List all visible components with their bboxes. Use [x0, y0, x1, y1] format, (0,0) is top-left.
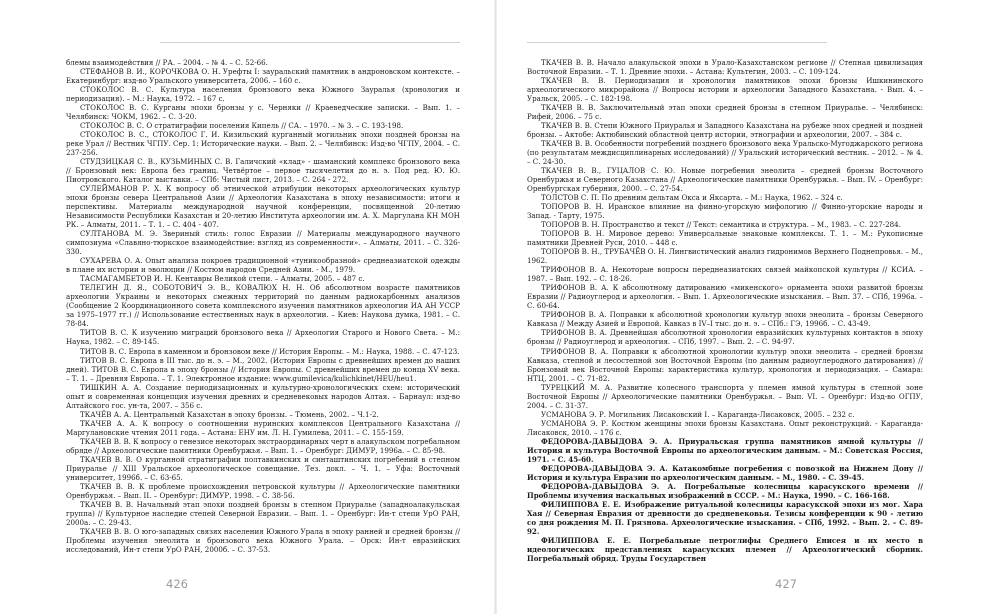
bibliography-column: [527, 58, 923, 563]
bibliography-entry: ТОПОРОВ В. Н. Иранское влияние на финно-угорскую мифологию // Финно-угорские народы и Запад. - Тарту, 1975.: [527, 202, 923, 221]
bibliography-entry: ТКАЧЕВ В. В. К проблеме происхождения петровской культуры // Археологические памятники Оренбуржья. – Вып. II. – Оренбург: ДИМУР, 1998. – С. 38-56.: [66, 481, 460, 500]
bibliography-entry: ТКАЧЕВ В. В. Периодизация и хронология памятников эпохи бронзы Ишкининского археологического микрорайона // Вопросы истории и археологии Западного Казахстана. - Вып. 4. – Уральск, 2005. – С. 182-198.: [527, 76, 923, 104]
bibliography-entry: ТРИФОНОВ В. А. К абсолютному датированию «микенского» орнамента эпохи развитой бронзы Евразии // Радиоуглерод и археология. – Вып. 1. Археологические изыскания. – Вып. 37. – СПб, 1996а. – С. 60-64.: [527, 283, 923, 311]
bibliography-entry: СТОКОЛОС В. С. Культура населения бронзового века Южного Зауралья (хронология и периодизация). – М.: Наука, 1972. – 167 с.: [66, 85, 460, 104]
bibliography-entry: СУХАРЕВА О. А. Опыт анализа покроев традиционной «туникообразной» среднеазиатской одежды в плане их истории и эволюции // Костюм народов Средней Азии. - М., 1979.: [66, 256, 460, 275]
bibliography-entry: ТКАЧЕВ В. В. Начало алакульской эпохи в Урало-Казахстанском регионе // Степная цивилизация Восточной Евразии. – Т. 1. Древние эпохи. – Астана: Культегин, 2003. – С. 109-124.: [527, 58, 923, 77]
bibliography-entry: ТИТОВ В. С. Европа в каменном и бронзовом веке // История Европы. – М.: Наука, 1988. – С. 47-123.: [80, 346, 460, 356]
bibliography-entry: ТИТОВ В. С. К изучению миграций бронзового века // Археология Старого и Нового Света. – М.: Наука, 1982. – С. 89-145.: [66, 328, 460, 347]
bibliography-entry: СТУДЗИЦКАЯ С. В., КУЗЬМИНЫХ С. В. Галичский «клад» - шаманский комплекс бронзового века // Бронзовый век: Европа без границ. Четвёртое – первое тысячелетия до н. э. Под ред. Ю. Ю. Пиотровского. Каталог выставки. – СПб: Чистый лист, 2013. – С. 264 - 272.: [66, 157, 460, 185]
bibliography-entry: ТУРЕЦКИЙ М. А. Развитие колесного транспорта у племен ямной культуры в степной зоне Восточной Европы // Археологические памятники Оренбуржья. – Вып. VI. – Оренбург: Изд-во ОГПУ, 2004. – С. 31-37.: [527, 382, 923, 410]
bibliography-entry: ТОПОРОВ В. Н. Мировое дерево: Универсальные знаковые комплексы. Т. 1. – М.: Рукописные памятники Древней Руси, 2010. – 448 с.: [527, 229, 923, 248]
bibliography-entry: ТКАЧЁВ А. А. Центральный Казахстан в эпоху бронзы. – Тюмень, 2002. – Ч.1-2.: [80, 409, 379, 419]
bibliography-entry: блемы взаимодействия // РА. – 2004. – № 4. – С. 52-66.: [66, 58, 268, 67]
bibliography-entry: ТКАЧЕВ А. А. К вопросу о соотношении нуринских комплексов Центрального Казахстана // Маргулановские чтения 2011 года. – Астана: ЕНУ им. Л. Н. Гумилева, 2011. – С. 155-159.: [66, 418, 460, 437]
bibliography-entry: ТЕЛЕГИН Д. Я., СОБОТОВИЧ Э. В., КОВАЛЮХ Н. Н. Об абсолютном возрасте памятников археологии Украины и некоторых смежных территорий по данным радиокарбонных анализов (Сообщение 2 Координационного совета комплексного изучения памятников археологии ИА АН УССР за 1975–1977 гг.) // Использование естественных наук в археологии. – Киев: Наукова думка, 1981. – С. 78-84.: [66, 283, 460, 329]
bibliography-entry: ТКАЧЕВ В. В. Начальный этап эпохи поздней бронзы в степном Приуралье (западноалакульская группа) // Культурное наследие степей Северной Евразии. – Вып. 1. – Оренбург: Ин-т степи УрО РАН, 2000а. – С. 29-43.: [66, 499, 460, 527]
right-page: [497, 0, 991, 614]
bibliography-entry: СУЛЕЙМАНОВ Р. Х. К вопросу об этнической атрибуции некоторых археологических культур эпохи бронзы севера Центральной Азии // Археология Казахстана в эпоху независимости: итоги и перспективы. Материалы международной научной конференции, посвященной 20-летию Независимости Республики Казахстан и 20-летию Института археологии им. А. Х. Маргулана КН МОН РК. – Алматы, 2011. – Т. 1. – С. 404 - 407.: [66, 184, 460, 230]
bibliography-entry: СТЕФАНОВ В. И., КОРОЧКОВА О. Н. Урефты I: зауральский памятник в андроновском контексте. – Екатеринбург: изд-во Уральского университета, 2006. – 160 с.: [66, 67, 460, 86]
bibliography-entry: ТАСМАГАМБЕТОВ И. Н. Кентавры Великой степи. – Алматы, 2005. – 487 с.: [80, 274, 365, 284]
bibliography-entry: СТОКОЛОС В. С. О стратиграфии поселения Кипель // СА. – 1970. – № 3. – С. 193-198.: [80, 121, 404, 131]
header-rule: [160, 42, 460, 43]
bibliography-entry: СУЛТАНОВА М. Э. Звериный стиль: голос Евразии // Материалы международного научного симпозиума «Славяно-тюркское взаимодействие: взгляд из современности». – Алматы, 2011. – С. 326-330.: [66, 229, 460, 257]
bibliography-entry: ФИЛИППОВА Е. Е. Погребальные петроглифы Среднего Енисея и их место в идеологических представлениях карасукских племен // Археологический сборник. Погребальный обряд. Труды Государствен: [527, 535, 923, 563]
bibliography-entry: УСМАНОВА Э. Р. Костюм женщины эпохи бронзы Казахстана. Опыт реконструкций. - Караганда-Лисаковск, 2010. – 176 с.: [527, 418, 923, 437]
bibliography-entry: УСМАНОВА Э. Р. Могильник Лисаковский I. – Караганда-Лисаковск, 2005. – 232 с.: [541, 409, 855, 419]
bibliography-entry: ФЕДОРОВА-ДАВЫДОВА Э. А. Погребальные колесницы карасукского времени // Проблемы изучения наскальных изображений в СССР. – М.: Наука, 1990. – С. 166-168.: [527, 481, 923, 500]
bibliography-entry: ТОПОРОВ В. Н. Пространство и текст // Текст: семантика и структура. – М., 1983. – С. 227-284.: [541, 220, 901, 230]
bibliography-entry: ТКАЧЕВ В. В. Степи Южного Приуралья и Западного Казахстана на рубеже эпох средней и поздней бронзы. – Актобе: Актюбинский областной центр истории, этнографии и археологии, 2007. – 384 с.: [527, 121, 923, 140]
bibliography-entry: ТИШКИН А. А. Создание периодизационных и культурно-хронологических схем: исторический опыт и современная концепция изучения древних и средневековых народов Алтая. – Барнаул: изд-во Алтайского гос. ун-та, 2007. – 356 с.: [66, 382, 460, 410]
page-number: 426: [166, 577, 188, 591]
bibliography-entry: ТРИФОНОВ В. А. Древнейшая абсолютной хронологии евразийских культурных контактов в эпоху бронзы // Радиоуглерод и археология. – СПб, 1997. – Вып. 2. – С. 94-97.: [527, 328, 923, 347]
left-page: [0, 0, 494, 614]
bibliography-entry: ТРИФОНОВ В. А. Поправки к абсолютной хронологии культур эпохи энеолита – бронзы Северного Кавказа // Между Азией и Европой. Кавказ в IV–I тыс. до н. э. – СПб.: ГЭ, 1996б. – С. 43-49.: [527, 310, 923, 329]
bibliography-entry: ФИЛИППОВА Е. Е. Изображение ритуальной колесницы карасукской эпохи из мог. Хара Хая // Северная Евразия от древности до средневековья. Тезисы конференции к 90 - летию со дня рождения М. П. Грязнова. Археологические изыскания. – СПб, 1992. – Вып. 2. – С. 89-92.: [527, 499, 923, 536]
bibliography-entry: ТКАЧЕВ В. В. К вопросу о генезисе некоторых экстраординарных черт в алакульском погребальном обряде // Археологические памятники Оренбуржья. – Вып. 1. – Оренбург: ДИМУР, 1996а. – С. 85-98.: [66, 436, 460, 455]
bibliography-entry: ТИТОВ В. С. Европа в III тыс. до н. э. – М., 2002. (История Европы с древнейших времен до наших дней). ТИТОВ В. С. Европа в эпоху бронзы // История Европы. С древнейших времен до конца XV века. – Т. 1. – Древняя Европа. – Т. 1. Электронное издание: www.gumilevica/kulichkinet/HEU/heu1.: [66, 355, 460, 383]
bibliography-entry: ТКАЧЕВ В. В. О курганной стратиграфии полтавкинских и синташтинских погребений в степном Приуралье // XIII Уральское археологическое совещание. Тез. докл. – Ч. 1. – Уфа: Восточный университет, 1996б. – С. 63-65.: [66, 454, 460, 482]
bibliography-entry: ТКАЧЕВ В. В. Заключительный этап эпохи средней бронзы в степном Приуралье. – Челябинск: Рифей, 2006. – 75 с.: [527, 103, 923, 122]
bibliography-entry: ТОПОРОВ В. Н., ТРУБАЧЁВ О. Н. Лингвистический анализ гидронимов Верхнего Поднепровья. – М., 1962.: [527, 247, 923, 266]
bibliography-entry: ТКАЧЕВ В. В. О юго-западных связях населения Южного Урала в эпоху ранней и средней бронзы // Проблемы изучения энеолита и бронзового века Южного Урала. – Орск: Ин-т евразийских исследований, Ин-т степи УрО РАН, 2000б. – С. 37-53.: [66, 526, 460, 554]
bibliography-entry: ФЕДОРОВА-ДАВЫДОВА Э. А. Приуральская группа памятников ямной культуры // История и культура Восточной Европы по археологическим данным. – М.: Советская Россия, 1971. – С. 45-60.: [527, 436, 923, 464]
bibliography-entry: ФЕДОРОВА-ДАВЫДОВА Э. А. Катакомбные погребения с повозкой на Нижнем Дону // История и культура Евразии по археологическим данным. – М., 1980. – С. 39-45.: [527, 463, 923, 482]
bibliography-entry: СТОКОЛОС В. С., СТОКОЛОС Г. И. Кизильский курганный могильник эпохи поздней бронзы на реке Урал // Вестник ЧГПУ. Сер. 1: Исторические науки. – Вып. 2. – Челябинск: Изд-во ЧГПУ, 2004. – С. 237-256.: [66, 130, 460, 158]
page-number: 427: [775, 577, 797, 591]
bibliography-entry: ТОЛСТОВ С. П. По древним дельтам Окса и Яксарта. – М.: Наука, 1962. – 324 с.: [541, 193, 843, 203]
bibliography-entry: ТКАЧЕВ В. В., ГУЦАЛОВ С. Ю. Новые погребения энеолита – средней бронзы Восточного Оренбуржья и Северного Казахстана // Археологические памятники Оренбуржья. – Вып. IV. – Оренбург: Оренбургская губерния, 2000. – С. 27-54.: [527, 166, 923, 194]
bibliography-entry: ТКАЧЕВ В. В. Особенности погребений позднего бронзового века Уральско-Мугоджарского региона (по результатам междисциплинарных исследований) // Уральский исторический вестник. – 2012. – № 4. – С. 24-30.: [527, 139, 923, 167]
bibliography-entry: ТРИФОНОВ В. А. Поправки к абсолютной хронологии культур эпохи энеолита – средней бронзы Кавказа, степной и лесостепной зон Восточной Европы (по данным радиоуглеродного датирования) // Бронзовый век Восточной Европы: характеристика культур, хронология и периодизация. – Самара: НТЦ, 2001. – С. 71-82.: [527, 346, 923, 383]
bibliography-entry: ТРИФОНОВ В. А. Некоторые вопросы переднеазиатских связей майкопской культуры // КСИА. – 1987. – Вып. 192. – С. 18-26.: [527, 265, 923, 284]
bibliography-entry: СТОКОЛОС В. С. Курганы эпохи бронзы у с. Черняки // Краеведческие записки. – Вып. 1. – Челябинск: ЧОКМ, 1962. – С. 3-20.: [66, 103, 460, 122]
bibliography-column: [66, 58, 460, 554]
header-rule: [527, 42, 827, 43]
